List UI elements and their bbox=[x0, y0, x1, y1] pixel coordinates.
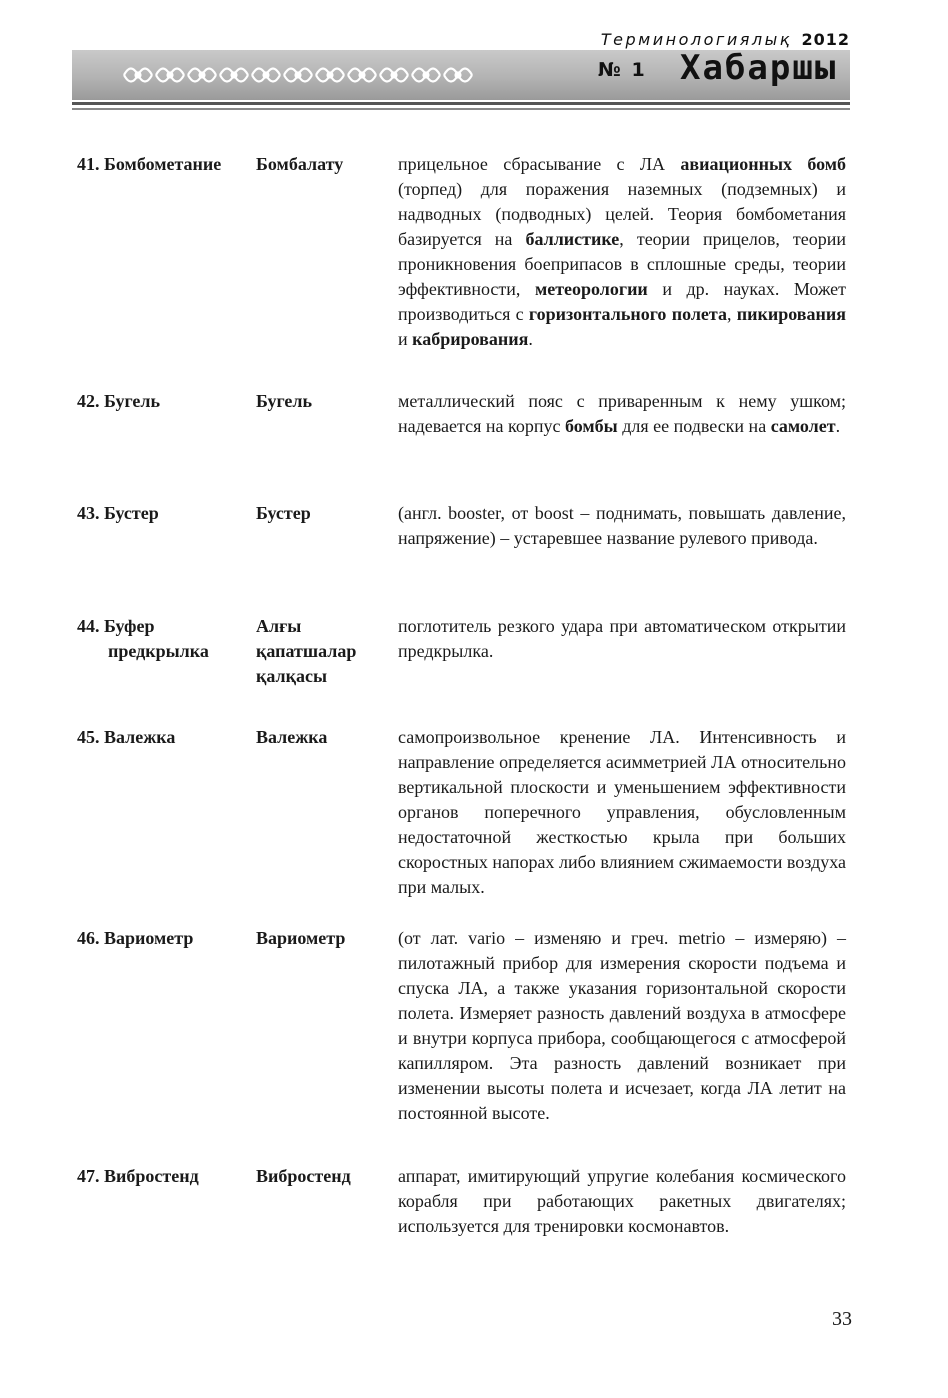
header-rule bbox=[72, 102, 850, 105]
entry-term-kaz: Вариометр bbox=[256, 928, 346, 948]
entry-definition bbox=[398, 389, 846, 439]
definition-text: , bbox=[726, 304, 737, 324]
definition-term-link: метеорологии bbox=[534, 279, 648, 299]
entry-term-ru: Бустер bbox=[104, 503, 159, 523]
entry-term bbox=[77, 501, 252, 526]
definition-text: и др. науках. Может производиться с bbox=[398, 279, 847, 324]
definition-text: поглотитель резкого удара при автоматическом открытии предкрылка. bbox=[398, 616, 846, 661]
entry-term bbox=[77, 614, 252, 664]
entry-term-ru: Бомбометание bbox=[104, 154, 222, 174]
definition-text: и bbox=[398, 329, 413, 349]
entry-number: 44. bbox=[77, 616, 100, 636]
entry-term-kaz: Бомбалату bbox=[256, 154, 344, 174]
entry-definition bbox=[398, 152, 846, 352]
entry-term bbox=[77, 1164, 252, 1189]
entry-term bbox=[77, 389, 252, 414]
issue-number: № 1 bbox=[598, 59, 647, 81]
definition-text: (англ. booster, от boost – поднимать, повышать давление, напряжение) – устаревшее название рулевого привода. bbox=[398, 503, 846, 548]
entry-term-ru: Бугель bbox=[104, 391, 160, 411]
definition-text: для ее подвески на bbox=[617, 416, 771, 436]
entry-number: 41. bbox=[77, 154, 100, 174]
entry-term bbox=[77, 152, 252, 177]
entry-number: 43. bbox=[77, 503, 100, 523]
entry-term bbox=[77, 926, 252, 951]
definition-text: . bbox=[528, 329, 533, 349]
kazakh-ornament-icon bbox=[122, 58, 474, 92]
journal-year: 2012 bbox=[801, 30, 850, 49]
entry-term-kaz: Алғы қапатшалар қалқасы bbox=[256, 616, 357, 686]
entry-definition bbox=[398, 614, 846, 664]
entry-term-ru: Вариометр bbox=[104, 928, 194, 948]
journal-title-line: Терминологиялық bbox=[600, 30, 792, 49]
entry-term bbox=[77, 725, 252, 750]
definition-term-link: кабрирования bbox=[412, 329, 529, 349]
definition-term-link: авиационных бомб bbox=[680, 154, 847, 174]
header-rule-thin bbox=[72, 108, 850, 110]
entry-term-ru: Валежка bbox=[104, 727, 176, 747]
entry-term-ru-cont: предкрылка bbox=[108, 641, 209, 661]
entry-term-kaz: Вибростенд bbox=[256, 1166, 351, 1186]
definition-text: . bbox=[835, 416, 841, 436]
entry-term-ru: Буфер bbox=[104, 616, 155, 636]
entry-term-kaz: Бугель bbox=[256, 391, 312, 411]
entry-number: 47. bbox=[77, 1166, 100, 1186]
entry-definition bbox=[398, 501, 846, 551]
entry-number: 45. bbox=[77, 727, 100, 747]
definition-text: самопроизвольное кренение ЛА. Интенсивность и направление определяется асимметрией ЛА относительно вертикальной плоскости и уменьшением эффективности органов поперечного управления, обусловленным недостаточной жесткостью крыла при больших скоростных напорах либо влиянием сжимаемости воздуха при малых. bbox=[398, 727, 846, 897]
definition-text: прицельное сбрасывание с ЛА bbox=[398, 154, 681, 174]
entry-term-kaz: Бустер bbox=[256, 503, 311, 523]
page-number: 33 bbox=[832, 1308, 852, 1330]
journal-subtitle bbox=[601, 30, 850, 49]
entry-definition bbox=[398, 1164, 846, 1239]
definition-text: , теории прицелов, теории проникновения боеприпасов в сплошные среды, теории эффективности, bbox=[398, 229, 846, 299]
definition-text: (от лат. vario – изменяю и греч. metrio – измеряю) – пилотажный прибор для измерения скорости подъема и спуска ЛА, а также указания горизонтальной скорости полета. Измеряет разность давлений воздуха в атмосфере и внутри корпуса прибора, сообщающегося с атмосферой капилляром. Эта разность давлений возникает при изменении высоты полета и исчезает, когда ЛА летит на постоянной высоте. bbox=[398, 928, 846, 1123]
definition-term-link: баллистике bbox=[525, 229, 620, 249]
definition-term-link: пикирования bbox=[736, 304, 846, 324]
journal-name: Хабаршы bbox=[680, 48, 838, 88]
entry-term-ru: Вибростенд bbox=[104, 1166, 199, 1186]
definition-term-link: горизонтального полета bbox=[528, 304, 727, 324]
entry-number: 46. bbox=[77, 928, 100, 948]
entry-definition bbox=[398, 926, 846, 1126]
definition-term-link: самолет bbox=[770, 416, 836, 436]
entry-definition bbox=[398, 725, 846, 900]
definition-term-link: бомбы bbox=[564, 416, 618, 436]
definition-text: аппарат, имитирующий упругие колебания космического корабля при работающих ракетных двигателях; используется для тренировки космонавтов. bbox=[398, 1166, 846, 1236]
entry-term-kaz: Валежка bbox=[256, 727, 328, 747]
entry-number: 42. bbox=[77, 391, 100, 411]
definition-text: (торпед) для поражения наземных (подземных) и надводных (подводных) целей. Теория бомбометания базируется на bbox=[398, 179, 846, 249]
definition-text: металлический пояс с приваренным к нему ушком; надевается на корпус bbox=[398, 391, 846, 436]
